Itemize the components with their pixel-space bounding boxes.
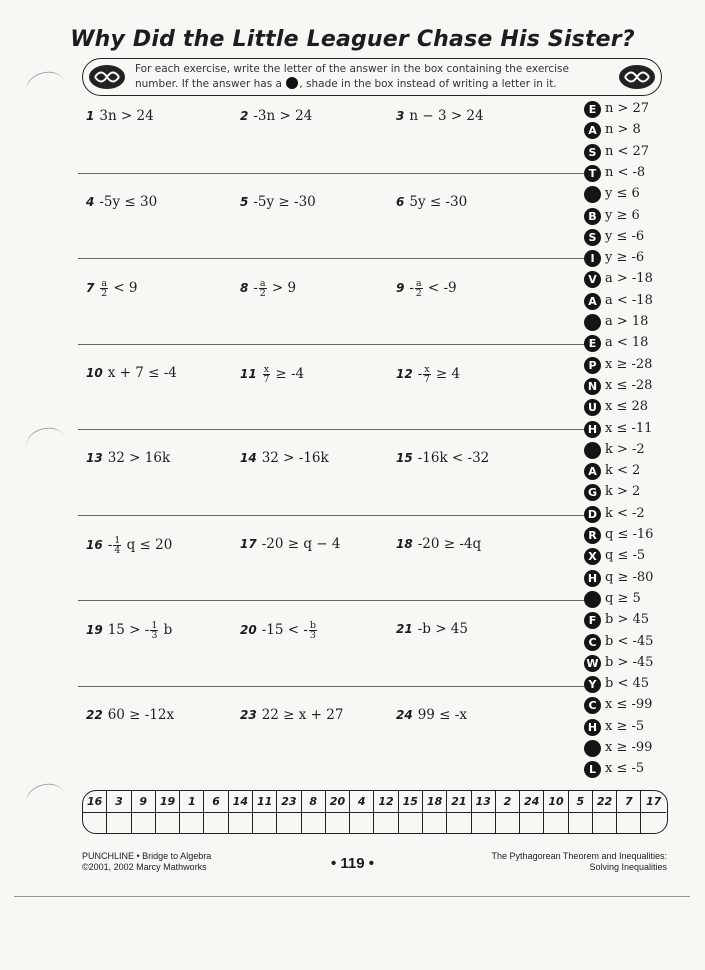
answer-box-number: 19 xyxy=(156,791,180,813)
answer-letter-badge: I xyxy=(584,250,601,267)
fraction-numerator: x xyxy=(263,363,270,375)
answer-box-number: 5 xyxy=(569,791,593,813)
exercise-expression-post: > 9 xyxy=(267,280,297,296)
exercise-number: 14 xyxy=(240,451,257,465)
exercise-number: 22 xyxy=(86,707,103,722)
answer-inequality: x ≤ -28 xyxy=(605,377,653,393)
answer-choice xyxy=(584,398,694,418)
answer-choice xyxy=(584,270,694,290)
answer-choice xyxy=(584,356,694,376)
exercise-expression: -3n > 24 xyxy=(253,108,313,124)
answer-letter-badge: E xyxy=(584,101,601,118)
answer-choice xyxy=(584,654,694,674)
answer-letter-badge: X xyxy=(584,548,601,565)
exercise-number: 7 xyxy=(86,281,95,295)
exercise-expression: -5y ≤ 30 xyxy=(99,193,158,210)
answer-inequality: q ≤ -5 xyxy=(605,548,646,564)
answer-box-number: 23 xyxy=(277,791,301,813)
exercise-expression: n − 3 > 24 xyxy=(409,108,484,124)
answer-choice xyxy=(584,696,694,716)
answer-choice xyxy=(584,121,694,141)
exercise-expression-post: < -9 xyxy=(423,280,457,296)
answer-box-row xyxy=(82,790,668,834)
binder-hole-top xyxy=(23,68,69,108)
answer-letter-badge: N xyxy=(584,378,601,395)
answer-inequality: q ≥ -80 xyxy=(605,569,654,585)
instructions-line-2 xyxy=(135,77,613,92)
answer-box-slot[interactable] xyxy=(350,813,374,833)
answer-letter-badge: T xyxy=(584,165,601,182)
answer-letter-badge: F xyxy=(584,612,601,629)
fraction-denominator: 2 xyxy=(259,288,266,299)
exercise-23 xyxy=(240,707,343,723)
answer-choice xyxy=(584,739,694,759)
answer-box-number: 12 xyxy=(374,791,398,813)
exercise-14 xyxy=(240,450,329,466)
answer-box-slot[interactable] xyxy=(277,813,301,833)
exercise-number: 15 xyxy=(396,451,413,465)
exercise-20 xyxy=(240,621,318,640)
exercise-5 xyxy=(240,194,316,210)
fraction xyxy=(150,621,158,640)
answer-box-number: 10 xyxy=(544,791,568,813)
answer-letter-badge: Y xyxy=(584,676,601,693)
answer-box-slot[interactable] xyxy=(569,813,593,833)
exercise-7 xyxy=(86,279,138,298)
section-divider xyxy=(78,515,585,516)
answer-choice xyxy=(584,526,694,546)
exercise-9 xyxy=(396,279,457,298)
answer-box-number: 9 xyxy=(132,791,156,813)
instructions-text xyxy=(135,62,613,92)
bottom-rule xyxy=(14,896,690,897)
answer-letter-badge: H xyxy=(584,719,601,736)
exercise-16 xyxy=(86,536,172,555)
exercise-number: 1 xyxy=(86,109,95,123)
fraction-denominator: 7 xyxy=(263,373,270,385)
answer-box-slot[interactable] xyxy=(229,813,253,833)
exercise-24 xyxy=(396,707,467,723)
section-divider xyxy=(78,173,585,174)
answer-box-slot[interactable] xyxy=(107,813,131,833)
answer-inequality: y ≥ 6 xyxy=(605,207,640,223)
answer-box-slot[interactable] xyxy=(544,813,568,833)
answer-box-slot[interactable] xyxy=(374,813,398,833)
fraction xyxy=(259,279,267,298)
answer-letter-badge: U xyxy=(584,399,601,416)
shade-dot-icon xyxy=(584,314,601,331)
page-title: Why Did the Little Leaguer Chase His Sister? xyxy=(70,27,635,52)
answer-box-numbers xyxy=(83,791,666,813)
exercise-15 xyxy=(396,450,489,466)
answer-box-slot[interactable] xyxy=(399,813,423,833)
answer-box-slot[interactable] xyxy=(496,813,520,833)
fraction-denominator: 7 xyxy=(423,373,430,385)
exercise-21 xyxy=(396,621,468,637)
exercise-expression-post: ≥ -4 xyxy=(271,365,305,382)
answer-inequality: x ≥ -99 xyxy=(605,740,653,755)
answer-letter-badge: H xyxy=(584,421,601,438)
answer-box-slot[interactable] xyxy=(641,813,665,833)
ornament-icon xyxy=(617,63,657,91)
answer-box-slots xyxy=(83,813,666,833)
shade-dot-icon xyxy=(584,591,601,608)
answer-inequality: b < 45 xyxy=(605,676,650,692)
answer-inequality: a > -18 xyxy=(605,271,653,287)
exercise-expression-pre: - xyxy=(409,280,414,296)
instructions-banner xyxy=(82,58,662,96)
answer-inequality: n > 8 xyxy=(605,122,641,138)
answer-choice xyxy=(584,143,694,163)
exercise-22 xyxy=(86,707,174,723)
exercise-number: 12 xyxy=(396,366,413,381)
exercise-12 xyxy=(396,365,460,384)
answer-inequality: x ≥ -28 xyxy=(605,356,653,372)
exercise-number: 4 xyxy=(86,194,95,209)
fraction-numerator: x xyxy=(424,363,430,375)
binder-hole-bottom xyxy=(23,780,69,820)
fraction xyxy=(113,536,121,555)
exercise-number: 17 xyxy=(240,536,257,551)
exercise-2 xyxy=(240,108,312,124)
fraction xyxy=(415,279,423,298)
exercise-expression: 60 ≥ -12x xyxy=(107,706,175,723)
shade-dot-icon xyxy=(584,740,601,757)
exercise-expression: 32 > 16k xyxy=(107,450,171,466)
answer-inequality: q ≥ 5 xyxy=(605,590,641,606)
exercise-19 xyxy=(86,621,172,640)
instructions-line-2b: , shade in the box instead of writing a letter in it. xyxy=(299,78,557,90)
exercise-6 xyxy=(396,194,467,210)
answer-inequality: y ≤ 6 xyxy=(605,186,640,202)
answer-inequality: a < 18 xyxy=(605,335,649,351)
exercise-expression: 5y ≤ -30 xyxy=(409,193,468,210)
exercise-expression: -5y ≥ -30 xyxy=(253,193,316,210)
exercise-expression-post: < 9 xyxy=(109,280,138,296)
exercise-11 xyxy=(240,365,304,384)
exercise-expression: x + 7 ≤ -4 xyxy=(107,364,177,381)
answer-box-number: 24 xyxy=(520,791,544,813)
answer-box-slot[interactable] xyxy=(423,813,447,833)
answer-letter-badge: H xyxy=(584,570,601,587)
answer-letter-badge: L xyxy=(584,761,601,778)
exercise-expression-pre: - xyxy=(417,365,423,382)
answer-choice xyxy=(584,483,694,503)
exercise-8 xyxy=(240,279,296,298)
answer-box-number: 16 xyxy=(83,791,107,813)
exercise-number: 6 xyxy=(396,194,405,209)
exercise-expression: 99 ≤ -x xyxy=(417,706,467,723)
exercise-number: 18 xyxy=(396,536,413,551)
fraction-numerator: a xyxy=(101,278,108,289)
answer-choice xyxy=(584,760,694,780)
answer-choice xyxy=(584,334,694,354)
exercise-number: 23 xyxy=(240,707,257,722)
answer-box-slot[interactable] xyxy=(326,813,350,833)
exercise-number: 5 xyxy=(240,194,249,209)
exercise-number: 21 xyxy=(396,622,413,636)
answer-choice xyxy=(584,420,694,440)
answer-inequality: a > 18 xyxy=(605,314,649,329)
section-divider xyxy=(78,258,585,259)
answer-letter-badge: C xyxy=(584,697,601,714)
answer-inequality: n < -8 xyxy=(605,164,646,180)
answer-box-number: 20 xyxy=(326,791,350,813)
answer-inequality: b > -45 xyxy=(605,654,654,670)
answer-letter-badge: S xyxy=(584,144,601,161)
exercise-3 xyxy=(396,108,484,124)
exercise-expression: 22 ≥ x + 27 xyxy=(261,706,344,723)
answer-box-number: 8 xyxy=(302,791,326,813)
exercise-expression-pre: - xyxy=(253,280,258,296)
exercise-4 xyxy=(86,194,157,210)
exercise-number: 24 xyxy=(396,707,413,722)
filled-dot-icon xyxy=(286,77,298,89)
answer-inequality: x ≤ -11 xyxy=(605,420,653,436)
exercise-expression-post: b xyxy=(159,622,173,638)
fraction-denominator: 3 xyxy=(309,630,316,641)
answer-box-number: 1 xyxy=(180,791,204,813)
exercise-18 xyxy=(396,536,481,552)
answer-box-number: 14 xyxy=(229,791,253,813)
answer-letter-badge: W xyxy=(584,655,601,672)
fraction-denominator: 2 xyxy=(415,288,422,299)
answer-box-slot[interactable] xyxy=(253,813,277,833)
answer-choice xyxy=(584,207,694,227)
fraction xyxy=(309,621,317,640)
fraction xyxy=(263,365,270,384)
answer-choice xyxy=(584,633,694,653)
answer-box-slot[interactable] xyxy=(447,813,471,833)
answer-box-number: 11 xyxy=(253,791,277,813)
answer-inequality: x ≥ -5 xyxy=(605,718,645,734)
answer-box-slot[interactable] xyxy=(472,813,496,833)
answer-letter-badge: E xyxy=(584,335,601,352)
exercise-10 xyxy=(86,365,177,381)
answer-choice xyxy=(584,505,694,525)
exercise-number: 2 xyxy=(240,109,249,123)
answer-letter-badge: D xyxy=(584,506,601,523)
exercise-expression: -16k < -32 xyxy=(417,450,490,466)
fraction-denominator: 4 xyxy=(114,544,121,556)
answer-choice xyxy=(584,611,694,631)
binder-hole-middle xyxy=(23,424,69,464)
answer-inequality: k > -2 xyxy=(605,441,645,457)
answer-inequality: n > 27 xyxy=(605,101,650,116)
answer-box-number: 13 xyxy=(472,791,496,813)
exercise-expression: 32 > -16k xyxy=(261,450,329,466)
answer-box-number: 22 xyxy=(593,791,617,813)
answer-box-number: 17 xyxy=(641,791,665,813)
exercise-expression: 3n > 24 xyxy=(99,108,154,124)
exercise-expression-pre: 15 > - xyxy=(107,622,150,638)
exercise-expression-pre: - xyxy=(107,536,113,553)
exercise-17 xyxy=(240,536,340,552)
answer-box-slot[interactable] xyxy=(593,813,617,833)
answer-choice xyxy=(584,100,694,120)
exercise-expression: -20 ≥ q − 4 xyxy=(261,535,341,552)
section-divider xyxy=(78,344,585,345)
answer-inequality: b > 45 xyxy=(605,612,650,628)
answer-letter-badge: V xyxy=(584,271,601,288)
instructions-line-1: For each exercise, write the letter of the answer in the box containing the exercise xyxy=(135,63,569,75)
exercise-number: 11 xyxy=(240,366,257,381)
answer-box-number: 7 xyxy=(617,791,641,813)
ornament-icon xyxy=(87,63,127,91)
answer-choice xyxy=(584,462,694,482)
answer-inequality: k < 2 xyxy=(605,463,641,479)
answer-box-number: 6 xyxy=(204,791,228,813)
shade-dot-icon xyxy=(584,186,601,203)
answer-letter-badge: C xyxy=(584,634,601,651)
answer-choice xyxy=(584,292,694,312)
answer-box-number: 2 xyxy=(496,791,520,813)
answer-inequality: a < -18 xyxy=(605,292,653,308)
answer-choice xyxy=(584,377,694,397)
footer-topic: Solving Inequalities xyxy=(589,862,667,872)
answer-inequality: x ≤ -5 xyxy=(605,761,645,777)
fraction-numerator: 1 xyxy=(151,620,158,631)
fraction-numerator: 1 xyxy=(114,534,121,546)
answer-choice xyxy=(584,164,694,184)
exercise-expression-post: ≥ 4 xyxy=(431,365,461,382)
answer-choice xyxy=(584,590,694,610)
answer-box-slot[interactable] xyxy=(204,813,228,833)
answer-letter-badge: A xyxy=(584,463,601,480)
exercise-expression-pre: -15 < - xyxy=(261,622,308,638)
exercise-expression: -20 ≥ -4q xyxy=(417,535,482,552)
answer-choice xyxy=(584,675,694,695)
footer-chapter: The Pythagorean Theorem and Inequalities: xyxy=(491,851,667,861)
exercise-13 xyxy=(86,450,170,466)
answer-box-slot[interactable] xyxy=(520,813,544,833)
fraction xyxy=(423,365,430,384)
answer-box-number: 3 xyxy=(107,791,131,813)
answer-box-number: 18 xyxy=(423,791,447,813)
answer-choice xyxy=(584,185,694,205)
exercise-expression: -b > 45 xyxy=(417,621,468,637)
exercise-number: 19 xyxy=(86,623,103,637)
answer-box-slot[interactable] xyxy=(156,813,180,833)
answer-choice xyxy=(584,249,694,269)
footer-copyright: ©2001, 2002 Marcy Mathworks xyxy=(82,862,207,872)
section-divider xyxy=(78,429,585,430)
answer-letter-badge: P xyxy=(584,357,601,374)
exercise-number: 8 xyxy=(240,281,249,295)
answer-box-number: 15 xyxy=(399,791,423,813)
answer-letter-badge: R xyxy=(584,527,601,544)
answer-letter-badge: B xyxy=(584,208,601,225)
exercise-1 xyxy=(86,108,154,124)
answer-letter-badge: A xyxy=(584,293,601,310)
fraction-numerator: a xyxy=(415,278,422,289)
answer-choice xyxy=(584,313,694,333)
answer-inequality: n < 27 xyxy=(605,143,650,159)
answer-box-slot[interactable] xyxy=(132,813,156,833)
answer-box-slot[interactable] xyxy=(83,813,107,833)
answer-inequality: y ≥ -6 xyxy=(605,250,645,266)
answer-inequality: k < -2 xyxy=(605,505,645,521)
exercise-number: 10 xyxy=(86,365,103,380)
exercise-number: 16 xyxy=(86,537,103,552)
section-divider xyxy=(78,600,585,601)
answer-choice xyxy=(584,547,694,567)
shade-dot-icon xyxy=(584,442,601,459)
answer-letter-badge: G xyxy=(584,484,601,501)
exercise-number: 3 xyxy=(396,109,405,123)
answer-letter-badge: A xyxy=(584,122,601,139)
fraction-numerator: b xyxy=(309,620,316,631)
answer-box-number: 4 xyxy=(350,791,374,813)
answer-choice xyxy=(584,569,694,589)
exercise-number: 9 xyxy=(396,281,405,295)
answer-inequality: q ≤ -16 xyxy=(605,527,654,542)
answer-choice xyxy=(584,441,694,461)
exercise-number: 13 xyxy=(86,451,103,465)
answer-letter-badge: S xyxy=(584,229,601,246)
fraction-denominator: 3 xyxy=(151,630,158,641)
fraction xyxy=(100,279,108,298)
exercise-number: 20 xyxy=(240,623,257,637)
answer-box-number: 21 xyxy=(447,791,471,813)
answer-choice xyxy=(584,718,694,738)
answer-inequality: x ≤ 28 xyxy=(605,399,649,415)
answer-inequality: y ≤ -6 xyxy=(605,228,645,244)
answer-box-slot[interactable] xyxy=(180,813,204,833)
footer-right xyxy=(492,851,667,873)
instructions-line-2a: number. If the answer has a xyxy=(135,78,282,90)
answer-inequality: b < -45 xyxy=(605,633,654,649)
fraction-denominator: 2 xyxy=(101,288,108,299)
answer-inequality: k > 2 xyxy=(605,484,641,500)
answer-box-slot[interactable] xyxy=(302,813,326,833)
page-number: • 119 • xyxy=(330,855,375,872)
section-divider xyxy=(78,686,585,687)
answer-inequality: x ≤ -99 xyxy=(605,697,653,713)
answer-choice xyxy=(584,228,694,248)
fraction-numerator: a xyxy=(259,278,266,289)
footer-publisher: PUNCHLINE • Bridge to Algebra xyxy=(82,851,212,861)
answer-box-slot[interactable] xyxy=(617,813,641,833)
exercise-expression-post: q ≤ 20 xyxy=(122,536,173,553)
